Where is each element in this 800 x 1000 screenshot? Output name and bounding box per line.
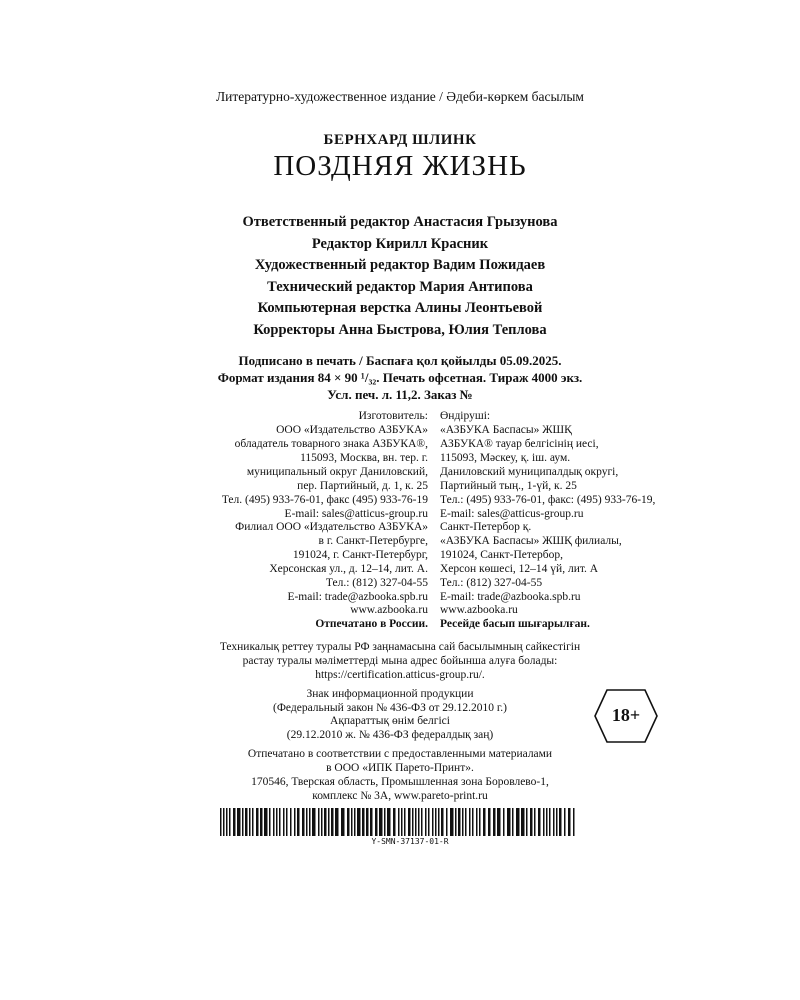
certification-notice: Техникалық реттеу туралы РФ заңнамасына сай басылымның сайкестігін растау туралы мәліметтерді мына адрес бойынша алуға болады: https://certification.atticus-group.ru/. [0,640,800,682]
print-sheets: Усл. печ. л. 11,2. Заказ № [327,387,473,402]
signed-to-print: Подписано в печать / Баспаға қол қойылды 05.09.2025. [238,353,562,368]
book-title: ПОЗДНЯЯ ЖИЗНЬ [273,150,527,182]
credit-line: Корректоры Анна Быстрова, Юлия Теплова [253,321,547,338]
editorial-credits [0,212,800,341]
credit-line: Художественный редактор Вадим Пожидаев [254,257,546,273]
information-product-sign: Знак информационной продукции (Федеральный закон № 436-ФЗ от 29.12.2010 г.) Ақпараттық өнім белгісі (29.12.2010 ж. № 436-ФЗ федералдық заң) [273,688,507,741]
edition-format: Формат издания 84 × 90 ¹/₃₂. Печать офсетная. Тираж 4000 экз. [217,370,583,385]
manufacturer-ru: Изготовитель: ООО «Издательство АЗБУКА» обладатель товарного знака АЗБУКА®, 115093, Москва, вн. тер. г. муниципальный округ Даниловский, пер. Партийный, д. 1, к. 25 Тел. (495) 933-76-01, факс (495) 933-76-19 E-mail: sales@atticus-group.ru [221,410,428,520]
edition-type: Литературно-художественное издание / Әдеби-көркем басылым [216,89,584,104]
credit-line: Редактор Кирилл Красник [311,235,489,252]
manufacturer-kz: Өндіруші: «АЗБУКА Баспасы» ЖШҚ АЗБУКА® тауар белгісінің иесі, 115093, Мәскеу, қ. іш. аум. Даниловский муниципалдық округі, Партийный тың., 1-үй, к. 25 Тел.: (495) 933-76-01, факс: (495) 933-76-19, E-mail: sales@atticus-group.ru [440,410,656,520]
branch-ru: Филиал ООО «Издательство АЗБУКА» в г. Санкт-Петербурге, 191024, г. Санкт-Петербург, Херсонская ул., д. 12–14, лит. А. Тел.: (812) 327-04-55 E-mail: trade@azbooka.spb.ru [235,521,428,603]
credit-line: Технический редактор Мария Антипова [267,278,533,295]
barcode-icon [220,808,580,836]
age-rating: 18+ [611,705,641,725]
credit-line: Ответственный редактор Анастасия Грызунова [242,214,558,230]
author-name: БЕРНХАРД ШЛИНК [323,132,477,148]
print-details [0,352,800,403]
website-link[interactable]: www.azbooka.ru [350,604,428,616]
credit-line: Компьютерная верстка Алины Леонтьевой [257,300,543,316]
website-link[interactable]: www.azbooka.ru [440,604,518,616]
certification-link[interactable]: https://certification.atticus-group.ru/. [315,669,485,681]
barcode-number: Y-SMN-37137-01-R [371,837,449,846]
age-rating-badge [593,688,659,744]
printed-in-kz: Ресейде басып шығарылған. [440,618,590,630]
printer-info: Отпечатано в соответствии с предоставленными материалами в ООО «ИПК Парето-Принт». 170546, Тверская область, Промышленная зона Боровлево-1, комплекс № 3А, www.pareto-print.ru [247,748,553,802]
printed-in-ru: Отпечатано в России. [315,618,428,630]
branch-kz: Санкт-Петербор қ. «АЗБУКА Баспасы» ЖШҚ филиалы, 191024, Санкт-Петербор, Херсон көшесі, 12–14 үй, лит. А Тел.: (812) 327-04-55 E-mail: trade@azbooka.spb.ru [440,521,622,603]
